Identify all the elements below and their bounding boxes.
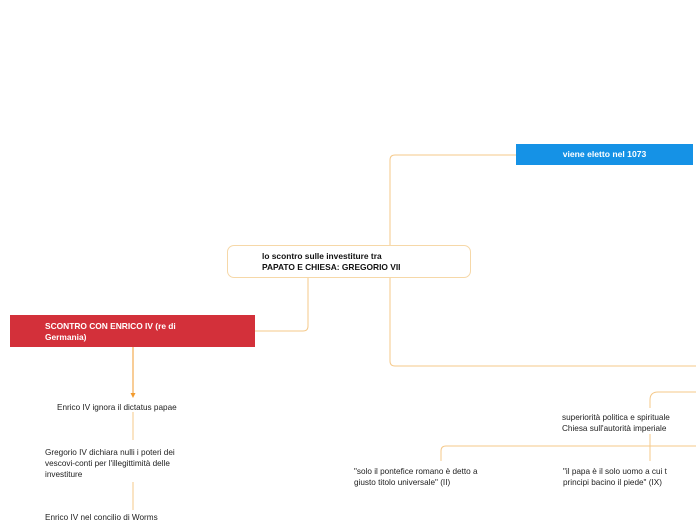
subtopic-worms[interactable] xyxy=(45,512,158,520)
quote-universal-line2: giusto titolo universale" (II) xyxy=(354,478,451,487)
subtopic-declares-line1: Gregorio IV dichiara nulli i poteri dei xyxy=(45,448,175,457)
quote-universal-line1: "solo il pontefice romano è detto a xyxy=(354,467,478,476)
quote-universal[interactable] xyxy=(354,466,478,488)
clash-arrowhead xyxy=(131,393,136,398)
subtopic-ignores[interactable] xyxy=(57,402,177,413)
subtopic-superiority[interactable] xyxy=(562,412,670,434)
topic-clash-line2: Germania) xyxy=(45,332,87,342)
quote-pope[interactable] xyxy=(563,466,667,488)
subtopic-superiority-line2: Chiesa sull'autorità imperiale xyxy=(562,424,667,433)
central-topic[interactable] xyxy=(227,245,471,278)
subtopic-declares-line2: vescovi-conti per l'illegittimità delle xyxy=(45,459,170,468)
subtopic-worms-label: Enrico IV nel concilio di Worms xyxy=(45,513,158,520)
link-root-clash xyxy=(255,278,308,331)
quote-pope-line1: "il papa è il solo uomo a cui t xyxy=(563,467,667,476)
subtopic-ignores-label: Enrico IV ignora il dictatus papae xyxy=(57,403,177,412)
subtopic-declares[interactable] xyxy=(45,447,175,480)
link-root-elected xyxy=(390,155,516,245)
subtopic-declares-line3: investiture xyxy=(45,470,83,479)
central-topic-line2: PAPATO E CHIESA: GREGORIO VII xyxy=(262,262,401,272)
central-topic-line1: lo scontro sulle investiture tra xyxy=(262,251,382,261)
subtopic-superiority-line1: superiorità politica e spirituale xyxy=(562,413,670,422)
quote-pope-line2: principi bacino il piede" (IX) xyxy=(563,478,662,487)
topic-clash-line1: SCONTRO CON ENRICO IV (re di xyxy=(45,321,176,331)
topic-clash[interactable] xyxy=(10,315,255,347)
topic-elected-label: viene eletto nel 1073 xyxy=(562,149,647,159)
link-superiority xyxy=(650,392,696,408)
link-quotes xyxy=(441,434,696,461)
topic-elected[interactable] xyxy=(516,144,693,165)
link-root-superiority xyxy=(390,278,696,366)
